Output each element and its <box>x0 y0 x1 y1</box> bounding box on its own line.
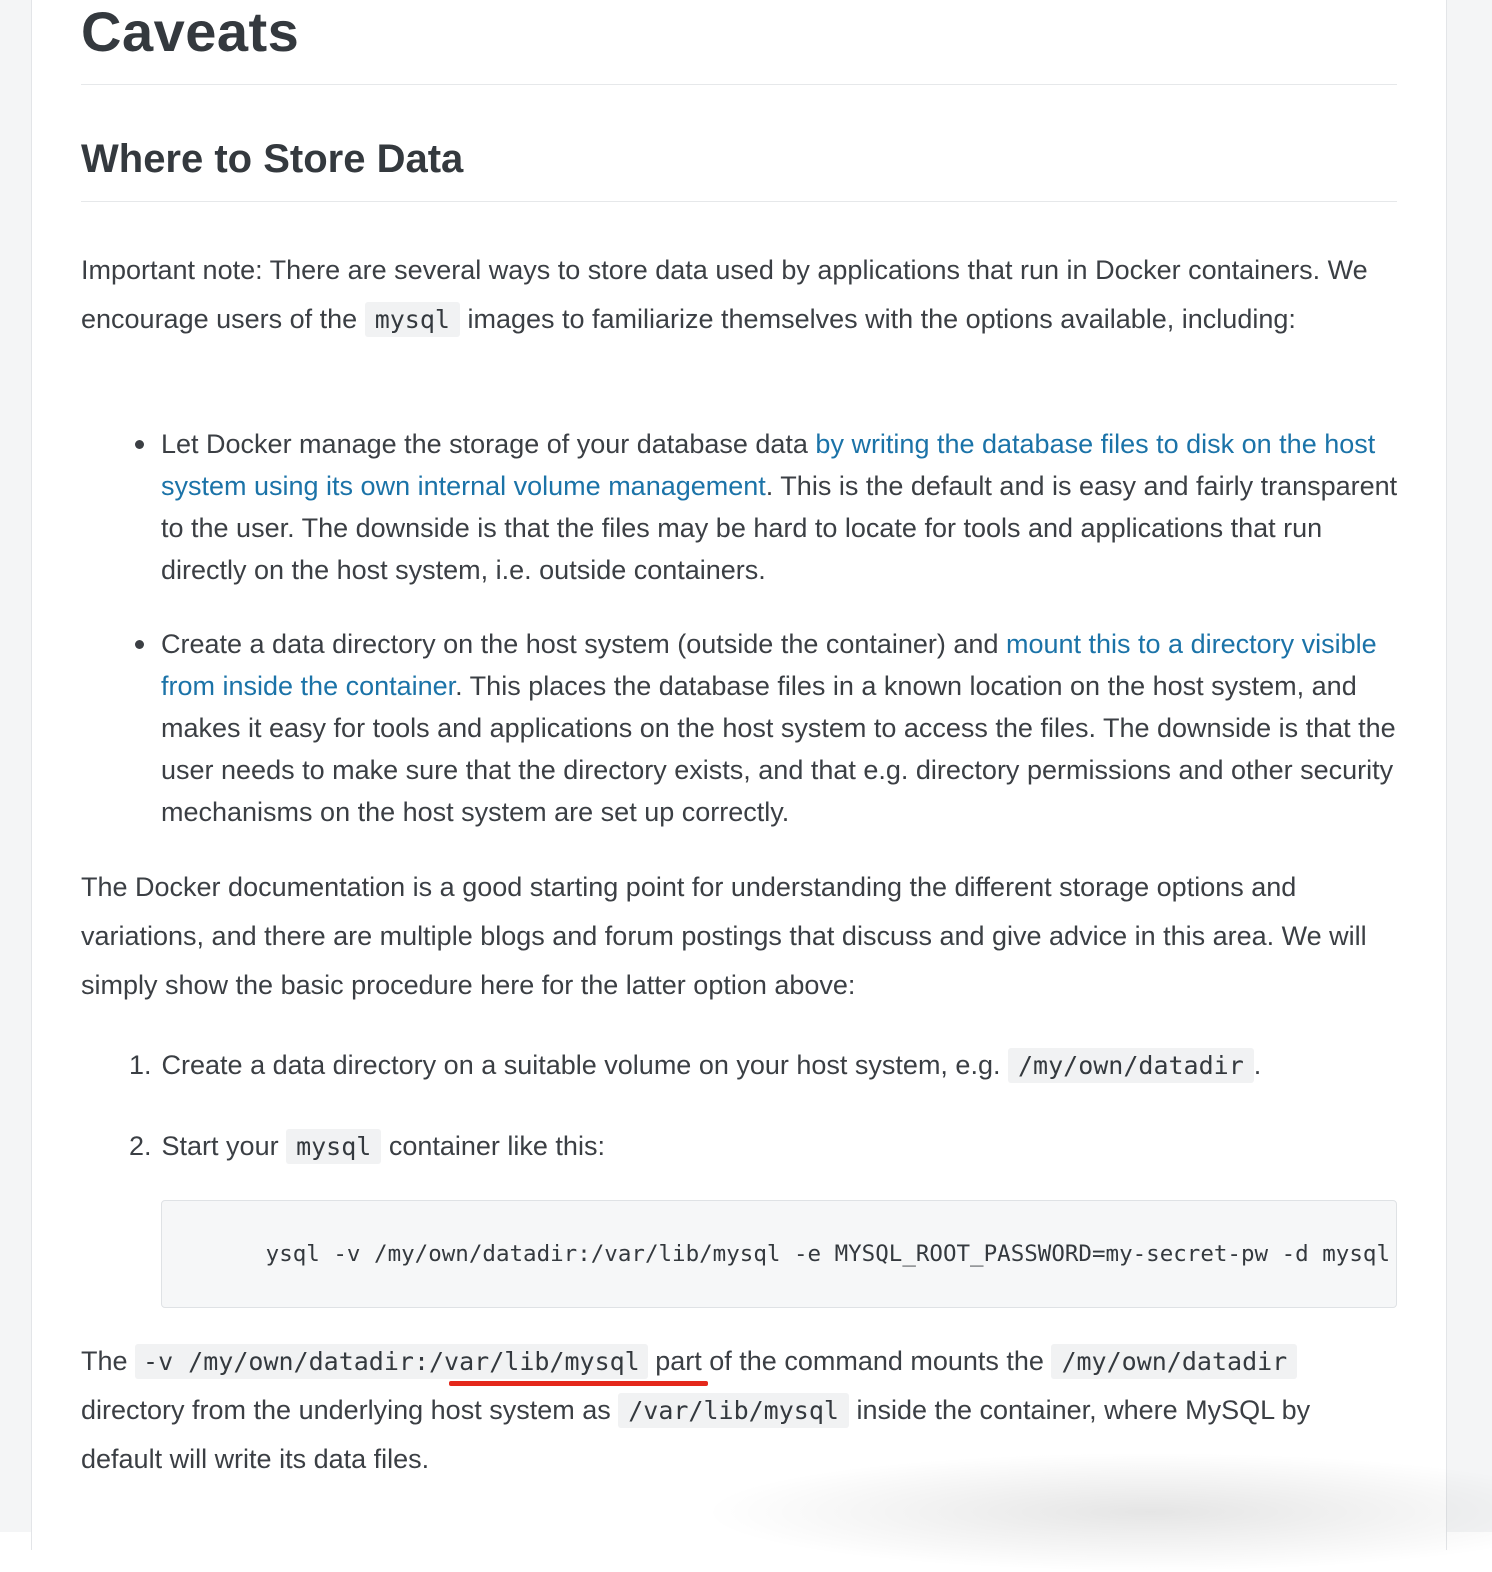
inline-code-datadir: /my/own/datadir <box>1008 1048 1254 1083</box>
subheading-divider <box>81 201 1397 202</box>
list-item <box>161 623 1401 833</box>
link-mount-directory[interactable]: mount this to a directory visible from inside the container <box>161 629 1377 701</box>
heading-caveats: Caveats <box>81 0 300 63</box>
heading-where-to-store-data: Where to Store Data <box>81 137 464 181</box>
storage-options-list <box>161 423 1401 833</box>
step-number: 1. <box>129 1050 152 1080</box>
step-item-1 <box>129 1041 1389 1090</box>
step-number: 2. <box>129 1131 152 1161</box>
docker-run-code-block[interactable] <box>161 1200 1397 1308</box>
closing-text: inside the container, where MySQL by default will write its data files. <box>81 1395 1311 1474</box>
inline-code-var-lib-mysql: /var/lib/mysql <box>618 1393 849 1428</box>
docs-paragraph: The Docker documentation is a good starting point for understanding the different storage options and variations, and there are multiple blogs and forum postings that discuss and give advice in this area. We will simply show the basic procedure here for the latter option above: <box>81 872 1367 1000</box>
inline-code-volume-flag: -v /my/own/datadir:/var/lib/mysql <box>135 1344 648 1379</box>
list-item-text: Let Docker manage the storage of your database data <box>161 429 816 459</box>
closing-text: The <box>81 1346 136 1376</box>
step-text: Start your <box>161 1131 287 1161</box>
list-item-text: Create a data directory on the host system (outside the container) and <box>161 629 1006 659</box>
bullet-icon <box>135 640 144 649</box>
inline-code-mysql: mysql <box>286 1129 381 1164</box>
step-text: . <box>1253 1050 1262 1080</box>
step-text: container like this: <box>381 1131 605 1161</box>
step-item-2 <box>129 1122 1389 1171</box>
heading-divider <box>81 84 1397 85</box>
list-item-text: . This places the database files in a known location on the host system, and makes it easy for tools and applications on the host system to access the files. The downside is that the user needs to make sure that the directory exists, and that e.g. directory permissions and other security mechanisms on the host system are set up correctly. <box>161 671 1396 827</box>
intro-text-start: Important note: There are several ways to store data used by applications that run in Docker containers. We encourage users of the <box>81 255 1368 334</box>
step-text: Create a data directory on a suitable volume on your host system, e.g. <box>161 1050 1008 1080</box>
intro-paragraph <box>81 246 1397 344</box>
inline-code-datadir: /my/own/datadir <box>1051 1344 1297 1379</box>
closing-text: directory from the underlying host system as <box>81 1395 619 1425</box>
list-item-text: . This is the default and is easy and fairly transparent to the user. The downside is that the files may be hard to locate for tools and applications that run directly on the host system, i.e. outside containers. <box>161 471 1398 585</box>
closing-paragraph <box>81 1337 1397 1484</box>
annotation-underline <box>449 1381 708 1386</box>
inline-code-mysql: mysql <box>365 302 460 337</box>
bullet-icon <box>135 440 144 449</box>
link-volume-management[interactable]: by writing the database files to disk on the host system using its own internal volume management <box>161 429 1376 501</box>
intro-text-end: images to familiarize themselves with the options available, including: <box>459 304 1296 334</box>
closing-text: part of the command mounts the <box>647 1346 1052 1376</box>
code-block-text: ysql -v /my/own/datadir:/var/lib/mysql -e MYSQL_ROOT_PASSWORD=my-secret-pw -d mysql <box>265 1241 1390 1267</box>
list-item <box>161 423 1401 591</box>
